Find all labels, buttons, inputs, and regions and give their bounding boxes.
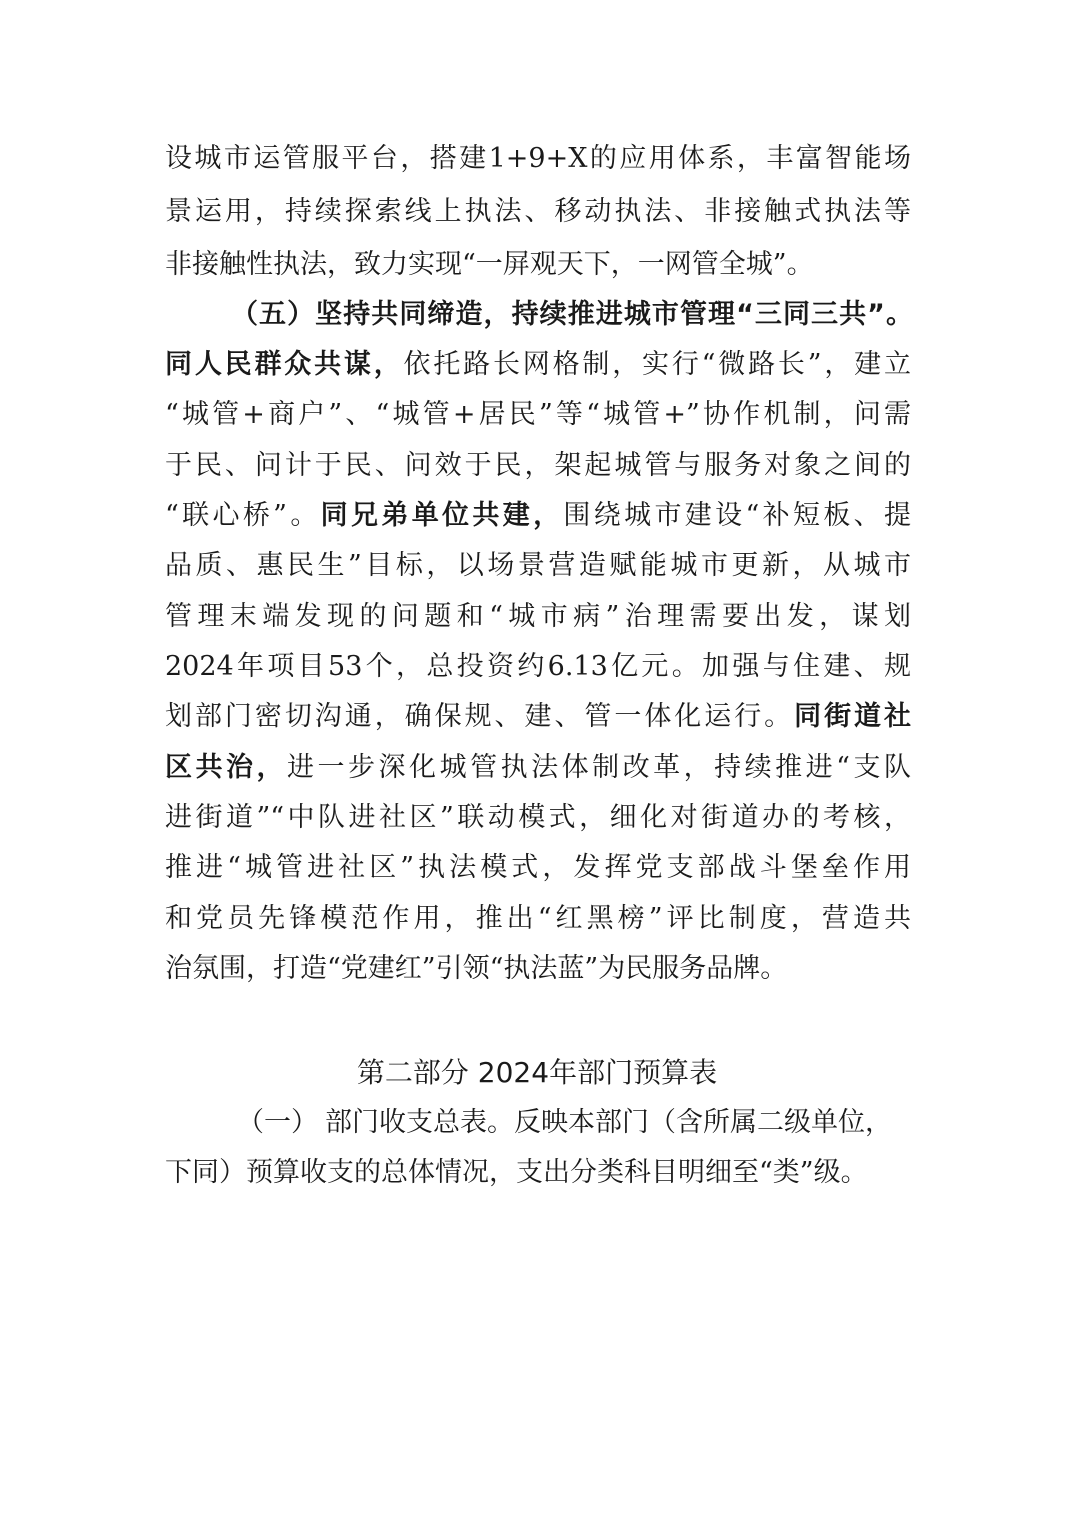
paragraph-line: 管理末端发现的问题和“城市病”治理需要出发，谋划 <box>165 601 911 632</box>
line-text: “联心桥”。 <box>165 500 321 531</box>
paragraph-line <box>165 691 911 743</box>
paragraph-line: 和党员先锋模范作用，推出“红黑榜”评比制度，营造共 <box>165 903 911 934</box>
bold-phrase: 同街道社 <box>794 701 911 732</box>
section-heading: （五）坚持共同缔造，持续推进城市管理“三同三共”。 <box>231 299 913 330</box>
item-label: （一） <box>237 1107 318 1138</box>
bold-phrase: 区共治， <box>165 752 288 783</box>
line-text: 围绕城市建设“补短板、提 <box>563 500 911 531</box>
paragraph-line: 于民、问计于民、问效于民，架起城管与服务对象之间的 <box>165 450 911 481</box>
line-text: 依托路长网格制，实行“微路长”，建立 <box>403 349 912 380</box>
paragraph-line: 进街道”“中队进社区”联动模式，细化对街道办的考核， <box>165 802 911 833</box>
paragraph-line: “城管+商户”、“城管+居民”等“城管+”协作机制，问需 <box>165 399 911 430</box>
line-text: 进一步深化城管执法体制改革，持续推进“支队 <box>287 752 911 783</box>
line-text: 划部门密切沟通，确保规、建、管一体化运行。 <box>165 701 795 732</box>
paragraph-line: 2024年项目53个，总投资约6.13亿元。加强与住建、规 <box>165 651 911 682</box>
paragraph-line <box>165 490 911 542</box>
bold-phrase: 同兄弟单位共建， <box>320 500 564 531</box>
paragraph-line: 治氛围，打造“党建红”引领“执法蓝”为民服务品牌。 <box>165 953 788 984</box>
paragraph-line: 设城市运管服平台，搭建1+9+X的应用体系，丰富智能场 <box>165 143 911 174</box>
paragraph-line: 推进“城管进社区”执法模式，发挥党支部战斗堡垒作用 <box>165 852 911 883</box>
paragraph-line: 景运用，持续探索线上执法、移动执法、非接触式执法等 <box>165 196 911 227</box>
item-text: 下同）预算收支的总体情况，支出分类科目明细至“类”级。 <box>165 1157 868 1188</box>
paragraph-line <box>165 742 911 794</box>
paragraph-line: 非接触性执法，致力实现“一屏观天下，一网管全城”。 <box>165 249 814 280</box>
part-title: 第二部分 2024年部门预算表 <box>356 1056 718 1089</box>
bold-phrase: 同人民群众共谋， <box>165 349 404 380</box>
item-text: 部门收支总表。反映本部门（含所属二级单位， <box>325 1107 892 1138</box>
paragraph-line: 品质、惠民生”目标，以场景营造赋能城市更新，从城市 <box>165 550 911 581</box>
paragraph-line <box>165 339 911 391</box>
